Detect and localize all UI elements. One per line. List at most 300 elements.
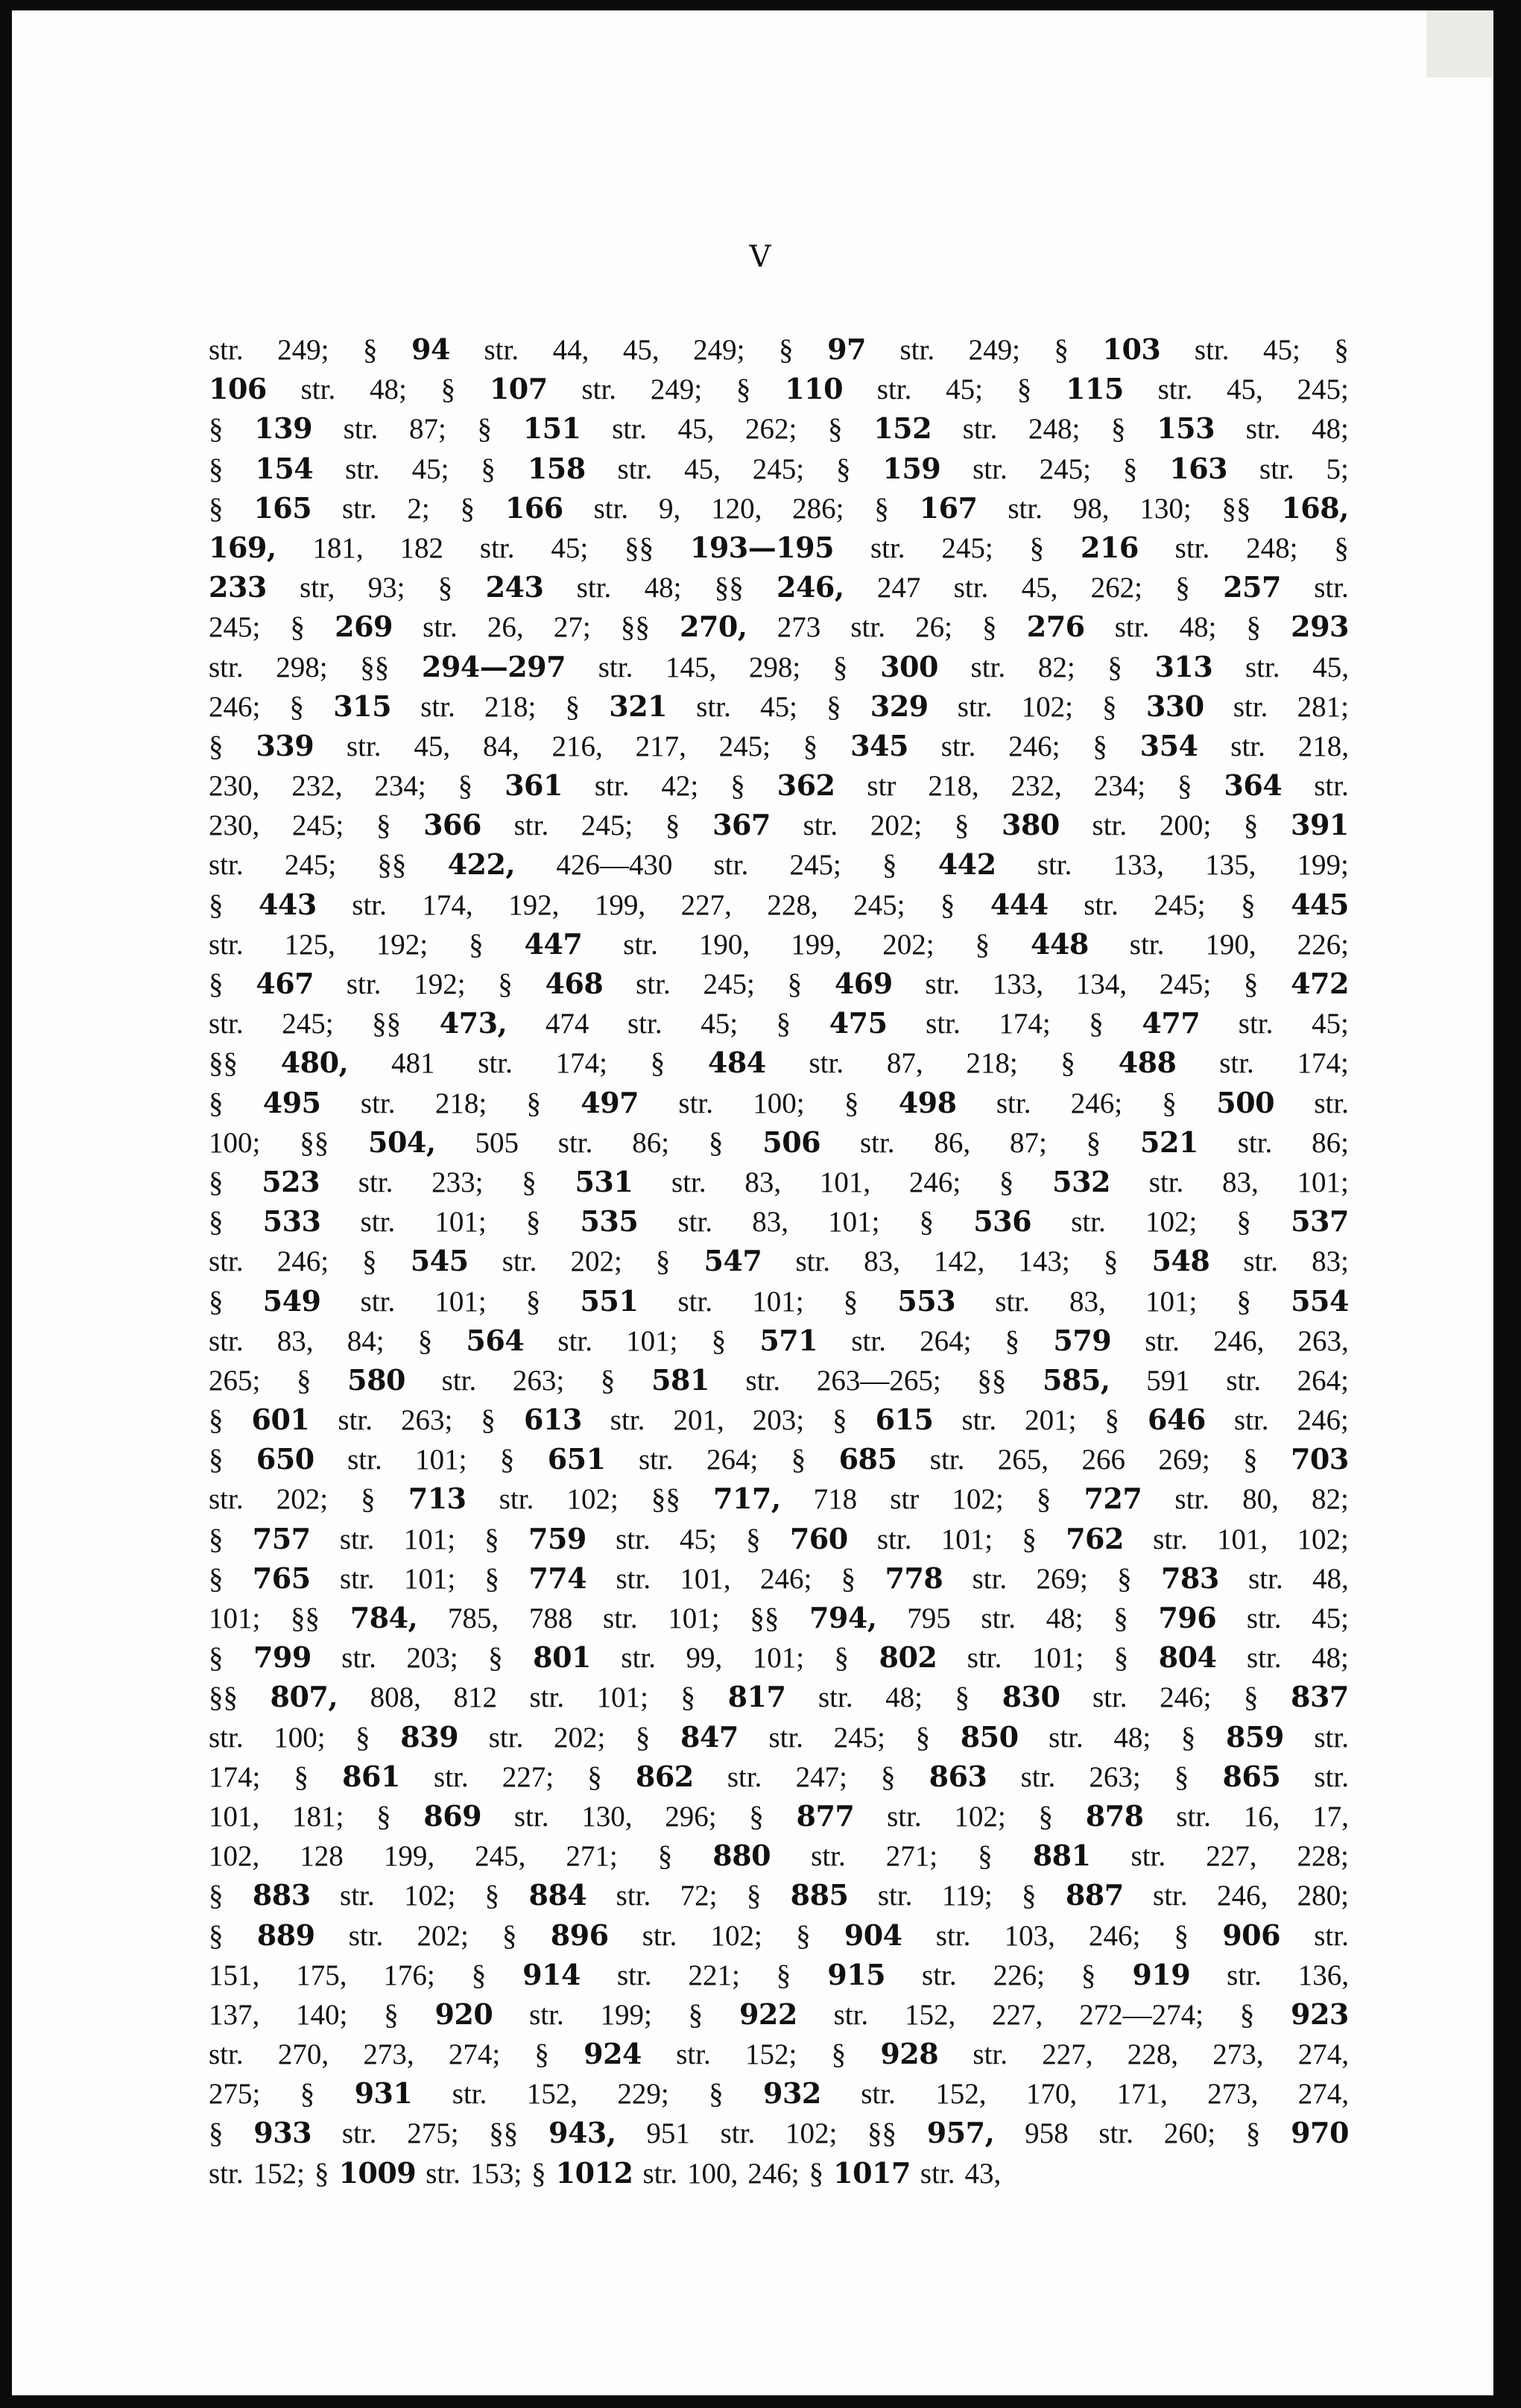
- index-token: [791, 1878, 849, 1912]
- index-token: str.: [1131, 1840, 1166, 1873]
- paragraph-number: 243: [485, 570, 544, 604]
- index-token: [281, 1046, 349, 1080]
- index-token: [546, 967, 604, 1001]
- index-token: §: [355, 1721, 370, 1754]
- index-token: str.: [616, 1523, 651, 1555]
- index-token: str.: [922, 1959, 957, 1991]
- index-line: [209, 1125, 1349, 1165]
- index-token: 45,: [1312, 651, 1349, 683]
- index-token: §: [481, 452, 496, 485]
- index-token: §: [711, 1324, 727, 1357]
- index-token: [850, 729, 908, 763]
- index-token: §: [587, 1760, 602, 1793]
- index-token: 152,: [904, 1998, 956, 2031]
- paragraph-number: 877: [796, 1798, 855, 1833]
- index-token: str.: [484, 334, 519, 366]
- index-token: §: [1245, 2117, 1261, 2150]
- index-token: str.: [513, 1800, 549, 1833]
- index-token: [880, 650, 938, 684]
- paragraph-number: 859: [1225, 1719, 1284, 1754]
- index-token: [920, 491, 978, 525]
- paragraph-number: 139: [254, 411, 313, 446]
- index-token: str.: [887, 1800, 922, 1833]
- index-token: 246;: [1089, 1919, 1141, 1952]
- index-token: str.: [598, 651, 633, 683]
- index-token: [835, 967, 893, 1001]
- index-token: str.: [920, 2157, 955, 2190]
- index-token: §: [746, 1880, 762, 1912]
- index-token: 199,: [383, 1840, 435, 1873]
- index-token: 245;: [833, 1721, 885, 1754]
- index-token: §: [1243, 968, 1259, 1000]
- index-token: [1002, 1680, 1060, 1714]
- index-token: §: [1162, 1087, 1177, 1119]
- index-token: str.: [940, 730, 976, 762]
- index-token: 142,: [934, 1245, 985, 1278]
- index-token: 245;: [1154, 888, 1206, 921]
- index-token: str.: [1233, 1404, 1269, 1437]
- index-token: str.: [1084, 888, 1119, 921]
- index-token: str.: [420, 690, 455, 723]
- index-token: 42;: [661, 770, 699, 803]
- index-token: §: [809, 2157, 824, 2190]
- index-token: str.: [809, 1047, 844, 1080]
- paragraph-number: 167: [919, 490, 978, 525]
- index-token: §: [746, 1523, 761, 1555]
- index-line: [209, 1720, 1349, 1760]
- index-token: 102;: [952, 1483, 1004, 1516]
- index-token: §: [1243, 809, 1259, 842]
- index-token: [1159, 1640, 1217, 1675]
- index-token: str.: [970, 651, 1006, 683]
- index-token: str.: [209, 2038, 244, 2071]
- index-token: §: [1092, 730, 1107, 762]
- index-line: [209, 1284, 1349, 1324]
- index-token: 264;: [920, 1324, 972, 1357]
- index-token: §: [803, 730, 818, 762]
- paragraph-number: 549: [262, 1283, 321, 1318]
- paragraph-number: 313: [1154, 649, 1213, 683]
- index-token: str.: [1314, 770, 1349, 803]
- index-token: §: [290, 611, 305, 644]
- index-token: 101;: [752, 1642, 805, 1675]
- index-token: 270,: [277, 2038, 329, 2071]
- index-token: §: [525, 1285, 541, 1318]
- index-token: §: [1022, 1880, 1037, 1912]
- paragraph-number: 863: [929, 1759, 987, 1793]
- index-token: str.: [957, 690, 993, 723]
- index-token: §: [314, 2157, 329, 2190]
- index-token: [209, 372, 267, 406]
- index-token: 788: [528, 1602, 573, 1634]
- index-token: 218;: [484, 690, 537, 723]
- index-token: 245;: [789, 849, 841, 882]
- index-token: 100,: [687, 2157, 739, 2190]
- index-token: 152,: [526, 2078, 578, 2111]
- index-token: 273,: [1207, 2078, 1259, 2111]
- index-token: str.: [452, 2078, 487, 2111]
- paragraph-number: 246,: [777, 570, 844, 604]
- index-token: §: [300, 2078, 315, 2111]
- index-token: 99,: [686, 1642, 723, 1675]
- index-token: [1066, 1878, 1124, 1912]
- index-token: 153;: [469, 2157, 522, 2190]
- index-line: [209, 888, 1349, 927]
- index-token: 951: [646, 2117, 690, 2150]
- index-token: §: [1334, 334, 1349, 366]
- index-token: [880, 2037, 938, 2071]
- index-token: 152;: [745, 2038, 797, 2071]
- index-token: str.: [341, 1642, 376, 1675]
- index-token: 45;: [946, 373, 983, 406]
- index-token: 101;: [1145, 1285, 1198, 1318]
- index-token: [400, 1720, 458, 1754]
- index-token: str.: [899, 334, 935, 366]
- index-token: str.: [926, 1008, 961, 1040]
- index-token: 101;: [752, 1285, 804, 1318]
- index-token: [408, 1482, 467, 1516]
- paragraph-number: 447: [524, 926, 583, 961]
- index-token: 100;: [273, 1721, 326, 1754]
- index-token: str.: [1314, 1760, 1349, 1793]
- index-token: [708, 1046, 766, 1080]
- index-token: [1157, 411, 1215, 446]
- index-token: 248;: [1028, 413, 1081, 446]
- paragraph-number: 153: [1157, 411, 1215, 446]
- index-token: 140;: [296, 1998, 348, 2031]
- index-token: §§: [372, 1008, 402, 1040]
- index-token: [1066, 1522, 1124, 1556]
- index-token: §: [796, 1919, 811, 1952]
- paragraph-number: 442: [937, 847, 996, 882]
- index-token: §: [835, 452, 851, 485]
- index-token: 249;: [968, 334, 1020, 366]
- index-token: str.: [557, 1126, 593, 1159]
- paragraph-number: 919: [1132, 1957, 1191, 1991]
- index-token: str.: [610, 1404, 645, 1437]
- index-token: [1140, 1125, 1198, 1160]
- index-token: [844, 1918, 902, 1953]
- paragraph-number: 168,: [1281, 490, 1349, 525]
- index-token: [209, 531, 276, 565]
- index-token: str.: [209, 651, 244, 683]
- index-token: 217,: [635, 730, 686, 762]
- index-token: 246,: [1216, 1880, 1268, 1912]
- paragraph-number: 865: [1222, 1759, 1281, 1793]
- index-token: [873, 411, 932, 446]
- index-token: str.: [341, 2117, 377, 2150]
- index-token: §: [955, 1681, 970, 1714]
- paragraph-number: 548: [1151, 1244, 1210, 1278]
- index-token: str.: [347, 1444, 382, 1476]
- index-token: 227;: [502, 1760, 554, 1793]
- paragraph-number: 477: [1142, 1006, 1201, 1040]
- index-token: §: [1113, 1602, 1128, 1634]
- index-token: str.: [576, 572, 612, 604]
- paragraph-number: 166: [505, 490, 563, 525]
- index-token: §: [1102, 690, 1117, 723]
- scan-smudge: [1426, 10, 1493, 78]
- paragraph-number: 727: [1084, 1482, 1142, 1516]
- index-token: [961, 1720, 1019, 1754]
- index-token: §: [440, 373, 456, 406]
- index-token: str.: [339, 1523, 375, 1555]
- index-token: §: [209, 1642, 224, 1675]
- index-token: 134,: [1075, 968, 1127, 1000]
- index-token: str.: [616, 1880, 651, 1912]
- index-token: §: [209, 1562, 224, 1595]
- index-token: 102;: [1297, 1523, 1349, 1555]
- index-token: §: [834, 1642, 850, 1675]
- paragraph-number: 784,: [350, 1601, 418, 1634]
- index-token: §: [481, 1404, 496, 1437]
- index-token: 245;: [1039, 452, 1091, 485]
- index-token: §: [484, 1880, 500, 1912]
- paragraph-number: 329: [870, 689, 929, 723]
- paragraph-number: 391: [1291, 808, 1349, 842]
- index-token: 192;: [414, 968, 466, 1000]
- paragraph-number: 757: [252, 1521, 311, 1555]
- paragraph-number: 802: [879, 1640, 937, 1675]
- index-token: [829, 1006, 888, 1040]
- page-number: V: [749, 240, 772, 274]
- index-token: str.: [346, 968, 382, 1000]
- index-token: §: [999, 1166, 1014, 1198]
- index-token: §§: [867, 2117, 897, 2150]
- index-token: 505: [475, 1126, 519, 1159]
- index-line: [209, 967, 1349, 1006]
- index-line: [209, 452, 1349, 491]
- paragraph-number: 783: [1160, 1561, 1219, 1595]
- index-token: [1223, 570, 1281, 604]
- index-token: 133,: [992, 968, 1043, 1000]
- index-token: 266: [1081, 1444, 1125, 1476]
- paragraph-number: 847: [680, 1719, 739, 1754]
- index-token: §: [362, 1245, 377, 1278]
- index-token: str.: [426, 2157, 461, 2190]
- index-token: 152,: [935, 2078, 987, 2111]
- index-token: §: [680, 1681, 696, 1714]
- index-token: [551, 1918, 609, 1953]
- index-token: 82;: [1311, 1483, 1349, 1516]
- index-token: 83,: [744, 1166, 782, 1198]
- paragraph-number: 914: [522, 1957, 581, 1991]
- index-line: [209, 847, 1349, 887]
- index-token: str.: [671, 1166, 706, 1198]
- paragraph-number: 536: [973, 1204, 1032, 1239]
- index-token: §: [209, 968, 224, 1000]
- index-line: [209, 1522, 1349, 1561]
- index-token: str.: [972, 1562, 1008, 1595]
- paragraph-number: 94: [411, 332, 450, 366]
- index-token: §: [565, 690, 581, 723]
- paragraph-number: 532: [1052, 1164, 1110, 1198]
- index-token: [879, 1640, 937, 1675]
- index-token: str.: [1246, 1602, 1282, 1634]
- index-token: str.: [795, 1245, 831, 1278]
- index-token: 27;: [553, 611, 591, 644]
- index-token: §: [655, 1245, 671, 1278]
- index-token: 101,: [1217, 1523, 1268, 1555]
- index-token: §: [940, 888, 955, 921]
- index-token: str.: [338, 1404, 373, 1437]
- paragraph-number: 293: [1291, 610, 1349, 644]
- index-token: 137,: [209, 1998, 260, 2031]
- paragraph-number: 422,: [447, 847, 516, 882]
- paragraph-number: 547: [703, 1244, 762, 1278]
- index-token: 130;: [1139, 492, 1192, 525]
- index-token: str.: [1153, 1880, 1188, 1912]
- index-token: §: [376, 809, 391, 842]
- paragraph-number: 883: [252, 1878, 311, 1912]
- index-token: str.: [1174, 531, 1210, 564]
- index-line: [209, 1244, 1349, 1283]
- index-line: [209, 332, 1349, 372]
- paragraph-number: 468: [545, 967, 604, 1000]
- index-token: [342, 1760, 400, 1794]
- index-token: §: [522, 1166, 537, 1198]
- index-token: [1226, 1720, 1284, 1754]
- index-token: 170,: [1025, 2078, 1078, 2111]
- index-token: str.: [1259, 452, 1294, 485]
- index-token: str.: [627, 1008, 663, 1040]
- paragraph-number: 839: [400, 1719, 459, 1754]
- paragraph-number: 495: [262, 1085, 321, 1119]
- index-line: [209, 1839, 1349, 1878]
- index-token: str.: [209, 2157, 244, 2190]
- index-token: 45,: [414, 730, 451, 762]
- index-token: 2;: [407, 492, 430, 525]
- index-token: §: [776, 1008, 791, 1040]
- index-token: §: [1174, 1919, 1189, 1952]
- index-token: 795: [907, 1602, 951, 1634]
- index-token: str.: [859, 1126, 895, 1159]
- index-token: 84;: [347, 1324, 385, 1357]
- index-token: §§: [291, 1602, 320, 1634]
- index-token: str.: [1037, 849, 1072, 882]
- index-token: 102;: [403, 1880, 456, 1912]
- index-token: 271;: [885, 1840, 938, 1873]
- index-token: 591: [1146, 1364, 1190, 1397]
- index-token: 245;: [284, 849, 337, 882]
- paragraph-number: 151: [522, 411, 581, 446]
- index-token: 125,: [284, 928, 335, 961]
- index-token: §: [832, 651, 848, 683]
- index-token: 227,: [1042, 2038, 1093, 2071]
- index-token: [355, 2076, 413, 2111]
- index-token: 9,: [659, 492, 681, 525]
- index-token: 227,: [1206, 1840, 1257, 1873]
- index-token: 269;: [1036, 1562, 1088, 1595]
- index-line: [209, 610, 1349, 649]
- index-token: §: [787, 968, 803, 1000]
- paragraph-number: 932: [763, 2076, 821, 2111]
- index-token: [728, 1680, 786, 1714]
- index-token: str.: [876, 1523, 912, 1555]
- index-token: [1222, 1760, 1280, 1794]
- index-token: [262, 1165, 320, 1199]
- index-token: 234;: [374, 770, 426, 803]
- index-token: §: [477, 413, 493, 446]
- index-token: §§: [620, 611, 650, 644]
- index-token: 274,: [1297, 2038, 1349, 2071]
- index-token: [490, 372, 548, 406]
- index-token: str.: [1238, 1008, 1274, 1040]
- index-token: 174;: [555, 1047, 607, 1080]
- paragraph-number: 339: [256, 728, 314, 762]
- index-token: 175,: [296, 1959, 347, 1991]
- index-token: [411, 332, 450, 367]
- index-token: str.: [1049, 1721, 1084, 1754]
- index-token: str.: [300, 373, 336, 406]
- index-token: str.: [642, 1919, 677, 1952]
- index-token: 245;: [1159, 968, 1212, 1000]
- index-token: [584, 2037, 642, 2071]
- index-token: [575, 1165, 633, 1199]
- index-token: str.: [209, 1008, 244, 1040]
- index-token: §: [882, 849, 897, 882]
- index-token: 247;: [795, 1760, 847, 1793]
- paragraph-number: 107: [489, 372, 548, 406]
- index-token: 86;: [1312, 1126, 1349, 1159]
- index-token: [528, 1561, 586, 1596]
- index-token: [522, 1958, 581, 1992]
- index-token: §§: [624, 531, 654, 564]
- index-token: str.: [1098, 2117, 1133, 2150]
- paragraph-number: 580: [347, 1362, 405, 1397]
- index-token: 17,: [1312, 1800, 1349, 1833]
- index-token: 102;: [785, 2117, 838, 2150]
- index-token: str.: [678, 1087, 713, 1119]
- paragraph-number: 906: [1222, 1918, 1281, 1952]
- index-token: §: [954, 809, 970, 842]
- index-token: §: [209, 1919, 224, 1952]
- index-token: [1146, 689, 1204, 724]
- paragraph-number: 169,: [209, 530, 276, 564]
- index-token: 101;: [434, 1206, 487, 1239]
- index-token: §: [1122, 452, 1138, 485]
- index-token: str.: [340, 1880, 375, 1912]
- index-token: §: [460, 492, 475, 525]
- index-token: [690, 531, 834, 565]
- index-token: str.: [1314, 1919, 1349, 1952]
- index-token: str.: [818, 1681, 853, 1714]
- index-token: §: [709, 2078, 724, 2111]
- index-token: 199,: [791, 928, 842, 961]
- paragraph-number: 1009: [338, 2155, 417, 2190]
- index-token: str.: [850, 611, 885, 644]
- paragraph-number: 765: [252, 1561, 311, 1595]
- index-line: [209, 650, 1349, 689]
- index-token: 246;: [747, 2157, 800, 2190]
- index-token: §: [361, 1483, 376, 1516]
- index-token: 174,: [422, 888, 473, 921]
- paragraph-number: 159: [882, 451, 941, 485]
- index-token: 102,: [209, 1840, 260, 1873]
- index-token: 263;: [1089, 1760, 1141, 1793]
- paragraph-number: 521: [1140, 1125, 1198, 1159]
- index-token: 181,: [312, 531, 364, 564]
- index-token: str.: [557, 1324, 592, 1357]
- index-token: str.: [478, 1047, 513, 1080]
- index-token: 233;: [431, 1166, 484, 1198]
- index-token: str.: [1314, 1087, 1349, 1119]
- index-token: [1291, 1204, 1349, 1239]
- index-token: 245,: [475, 1840, 526, 1873]
- index-token: §§: [1221, 492, 1251, 525]
- index-token: 26,: [487, 611, 524, 644]
- index-token: [636, 1760, 694, 1794]
